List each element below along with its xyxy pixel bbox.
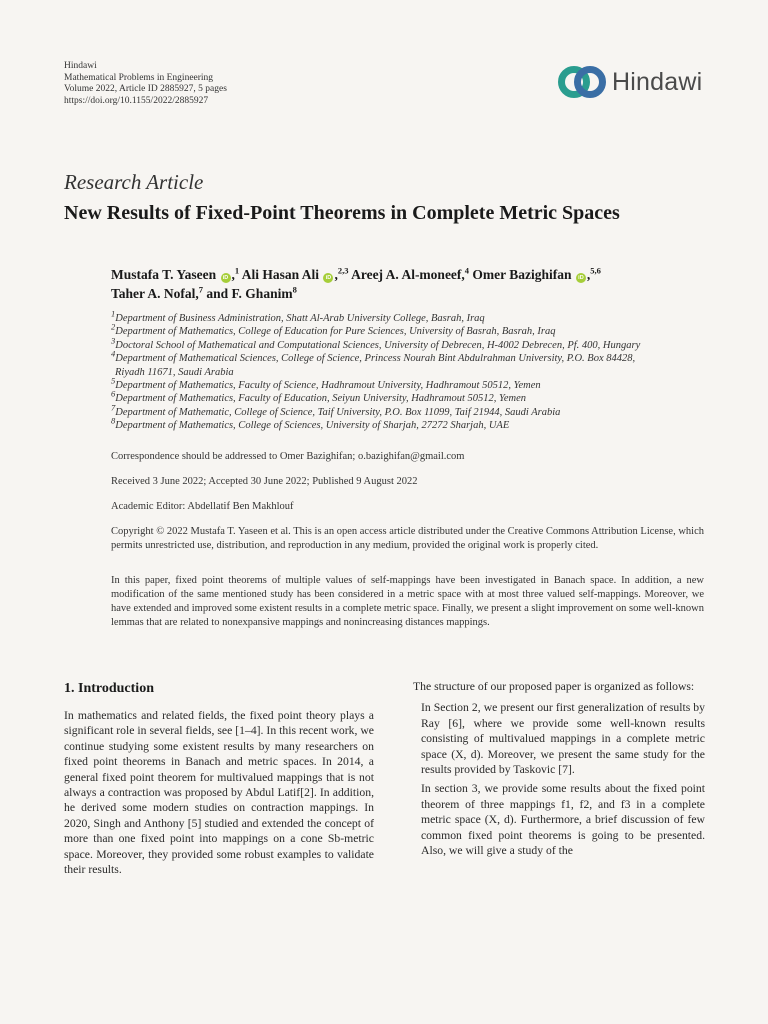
affiliation-item: $^6$Department of Mathematics, Faculty of Education, Seiyun University, Hadhramout 50512, Yemen: [111, 388, 527, 405]
affiliation-item: $^5$Department of Mathematics, Faculty of Science, Hadhramout University, Hadhramout 50512, Yemen: [111, 375, 541, 392]
orcid-icon[interactable]: iD: [323, 273, 333, 283]
author-affiliation-marker: 8: [292, 284, 297, 295]
volume-info: Volume 2022, Article ID 2885927, 5 pages: [64, 84, 227, 94]
author-list: Mustafa T. Yaseen iD ,$^1$ Ali Hasan Ali iD ,$^{2,3}$ Areej A. Al-moneef,$^4$ Omer Bazighifan iD ,$^{5,6}$ Taher A. Nofal,$^7$ and F. Ghanim$^8$: [111, 265, 601, 301]
author-name: F. Ghanim: [231, 286, 293, 301]
academic-editor: Academic Editor: Abdellatif Ben Makhlouf: [111, 501, 294, 512]
author-affiliation-marker: 5,6: [590, 265, 601, 276]
hindawi-logo[interactable]: [558, 63, 702, 101]
paper-structure: [395, 679, 705, 858]
affiliation-list: [111, 308, 711, 433]
structure-item: In section 3, we provide some results about the fixed point theorem of three mappings f1, f2, and f3 in a complete metric space (X, d). Furthermore, a brief discussion of few common fixed point theorems is going to be presented. Also, we will give a study of the: [421, 782, 705, 858]
affiliation-item: $^7$Department of Mathematic, College of Science, Taif University, P.O. Box 11099, Taif 21944, Saudi Arabia: [111, 402, 561, 418]
affiliation-item: $^2$Department of Mathematics, College of Education for Pure Sciences, University of Basrah, Basrah, Iraq: [111, 321, 556, 338]
publisher-name: Hindawi: [64, 61, 97, 71]
author-affiliation-marker: 1: [234, 265, 240, 276]
author-name: Taher A. Nofal,: [111, 286, 199, 301]
author-affiliation-marker: 7: [198, 284, 204, 295]
hindawi-logo-icon: [558, 63, 606, 101]
journal-header: [64, 61, 227, 107]
orcid-icon[interactable]: iD: [576, 273, 586, 283]
affiliation-item-continued: Riyadh 11671, Saudi Arabia: [115, 366, 234, 378]
author-affiliation-marker: 2,3: [337, 265, 349, 276]
structure-item: In Section 2, we present our first generalization of results by Ray [6], where we provide some well-known results consisting of multivalued mappings in a complete metric space (X, d). Moreover, we present the same study for the results provided by Taskovic [7].: [421, 701, 705, 777]
orcid-icon[interactable]: iD: [221, 273, 231, 283]
affiliation-item: $^3$Doctoral School of Mathematical and Computational Sciences, University of Debrecen, H-4002 Debrecen, Pf. 400, Hungary: [111, 335, 641, 351]
journal-name: Mathematical Problems in Engineering: [64, 72, 214, 83]
copyright-notice: Copyright © 2022 Mustafa T. Yaseen et al. This is an open access article distributed under the Creative Commons Attribution License, which permits unrestricted use, distribution, and reproduction in any medium, provided the original work is properly cited.: [111, 526, 704, 551]
introduction-paragraph: In mathematics and related fields, the fixed point theory plays a significant role in several fields, see [1–4]. In this recent work, we continue studying some existent results by many researchers on fixed point theorems in Banach and metric spaces. In 2014, a general fixed point theorem for multivalued mappings that is not always a contraction was proposed by Abdul Latif[2]. In addition, he derived some modern studies on contraction mappings. In 2020, Singh and Anthony [5] studied and extended the concept of more than one fixed point into mappings on a cone Sb-metric space. Moreover, they provided some robust examples to validate their results.: [64, 709, 374, 877]
affiliation-item: $^4$Department of Mathematical Sciences, College of Science, Princess Nourah Bint Abdulrahman University, P.O. Box 84428,: [111, 348, 636, 365]
author-name: Omer Bazighifan: [472, 267, 572, 282]
logo-text: Hindawi: [612, 67, 703, 96]
affiliation-item: $^1$Department of Business Administration, Shatt Al-Arab University College, Basrah, Iraq: [111, 308, 485, 324]
doi-link[interactable]: https://doi.org/10.1155/2022/2885927: [64, 95, 209, 106]
paper-title: New Results of Fixed-Point Theorems in Complete Metric Spaces: [64, 202, 620, 224]
article-type: Research Article: [64, 170, 204, 194]
structure-intro: The structure of our proposed paper is organized as follows:: [413, 680, 695, 693]
author-name: Areej A. Al-moneef,: [351, 267, 465, 282]
author-name: Ali Hasan Ali: [241, 267, 320, 282]
author-affiliation-marker: 4: [464, 265, 470, 276]
section-heading-introduction: 1. Introduction: [64, 681, 154, 696]
author-name: Mustafa T. Yaseen: [111, 267, 217, 282]
correspondence: Correspondence should be addressed to Omer Bazighifan; o.bazighifan@gmail.com: [111, 451, 465, 462]
abstract: In this paper, fixed point theorems of multiple values of self-mappings have been investigated in Banach space. In addition, a new modification of the same mentioned study has been considered in a metric space with at most three valued self-mappings. Moreover, we have extended and improved some existent results in a complete metric space. Finally, we present a slight improvement on some well-known lemmas that are related to nonexpansive mappings and nonincreasing distances mappings.: [111, 575, 704, 628]
affiliation-item: $^8$Department of Mathematics, College of Sciences, University of Sharjah, 27272 Sharjah, UAE: [111, 415, 510, 432]
publication-dates: Received 3 June 2022; Accepted 30 June 2022; Published 9 August 2022: [111, 476, 418, 487]
